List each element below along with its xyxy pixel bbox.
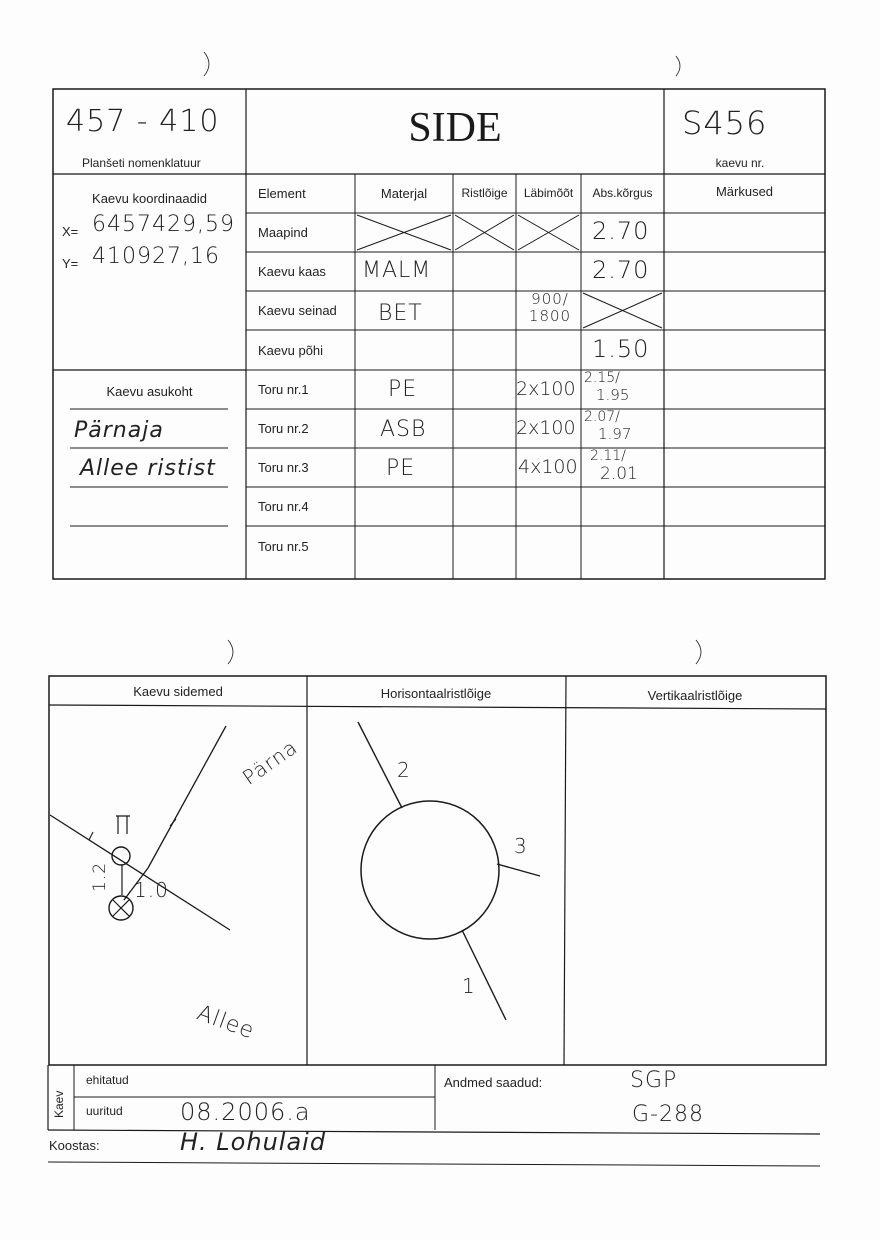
row-label-toru-3: Toru nr.3 [258,460,309,475]
diameter-toru-3: 4x100 [518,456,578,478]
header-abs-height: Abs.kõrgus [592,186,653,200]
sketch-distance-2: 1.2 [90,861,110,892]
sketch-street-allee: Allee [193,1000,258,1045]
material-toru-3: PE [386,456,416,481]
footer-data-value-1: SGP [630,1068,678,1093]
diameter-toru-2: 2x100 [516,417,576,439]
abs-maapind: 2.70 [592,217,650,245]
well-number-label: kaevu nr. [715,156,765,170]
abs-bottom-toru-3: 2.01 [600,464,638,484]
header-remarks: Märkused [715,184,774,199]
footer-data-value-2: G-288 [632,1102,704,1127]
footer-measured-value: 08.2006.a [180,1098,311,1126]
row-label-toru-4: Toru nr.4 [258,499,309,514]
row-label-toru-5: Toru nr.5 [258,539,309,554]
header-element: Element [258,186,306,201]
location-label: Kaevu asukoht [106,384,193,399]
footer-author-value: H. Lohulaid [180,1128,327,1156]
location-line-1: Pärnaja [74,418,164,443]
sketch-street-parna: Pärna [238,734,302,790]
pipe-2-line [358,722,402,808]
header-diameter: Läbimõõt [523,186,574,200]
header-cross-section: Ristlõige [461,186,508,200]
nomenclature-value: 457 - 410 [66,104,220,139]
nomenclature-label: Planšeti nomenklatuur [82,156,201,170]
x-coordinate-value: 6457429,59 [92,212,235,237]
row-label-kaevu-kaas: Kaevu kaas [258,264,326,279]
material-toru-1: PE [388,377,418,402]
footer-author-label: Koostas: [49,1138,100,1153]
well-number-value: S456 [682,104,768,142]
row-label-maapind: Maapind [258,225,308,240]
abs-top-toru-3: 2.11/ [590,448,626,464]
location-line-2: Allee ristist [80,456,216,481]
material-kaevu-kaas: MALM [362,258,432,283]
lower-form-grid [0,620,880,1180]
abs-bottom-toru-2: 1.97 [598,425,632,443]
abs-kaevu-pohi: 1.50 [592,335,650,363]
pipe-number-3: 3 [514,834,528,858]
y-coordinate-value: 410927,16 [92,244,220,269]
footer-measured-label: uuritud [86,1104,123,1118]
diameter-toru-1: 2x100 [516,378,576,400]
pipe-number-1: 1 [462,974,476,998]
x-label: X= [62,224,79,239]
street-line-parna [50,815,230,930]
row-label-toru-1: Toru nr.1 [258,382,309,397]
well-cross-section-circle [361,801,499,939]
coordinates-label: Kaevu koordinaadid [92,191,207,206]
abs-kaevu-kaas: 2.70 [592,256,650,284]
footer-data-label: Andmed saadud: [444,1075,543,1090]
row-label-kaevu-seinad: Kaevu seinad [258,303,337,318]
y-label: Y= [62,256,79,271]
footer-side-label: Kaev [52,1090,66,1118]
row-label-kaevu-pohi: Kaevu põhi [258,343,324,358]
material-kaevu-seinad: BET [378,301,423,326]
pipe-number-2: 2 [397,758,411,782]
footer-built-label: ehitatud [86,1073,129,1087]
section-header-connections: Kaevu sidemed [133,684,223,699]
header-material: Materjal [380,186,428,201]
abs-top-toru-1: 2.15/ [584,370,620,386]
row-label-toru-2: Toru nr.2 [258,421,309,436]
abs-bottom-toru-1: 1.95 [596,386,630,404]
pipe-3-line [497,864,540,876]
abs-top-toru-2: 2.07/ [584,409,620,425]
material-toru-2: ASB [380,417,427,442]
section-header-horizontal: Horisontaalristlõige [380,686,492,701]
sketch-distance-1: 1.0 [134,878,169,902]
section-header-vertical: Vertikaalristlõige [647,688,743,703]
sheet-title: SIDE [408,105,502,151]
diameter-kaevu-seinad: 900/ 1800 [528,290,572,325]
